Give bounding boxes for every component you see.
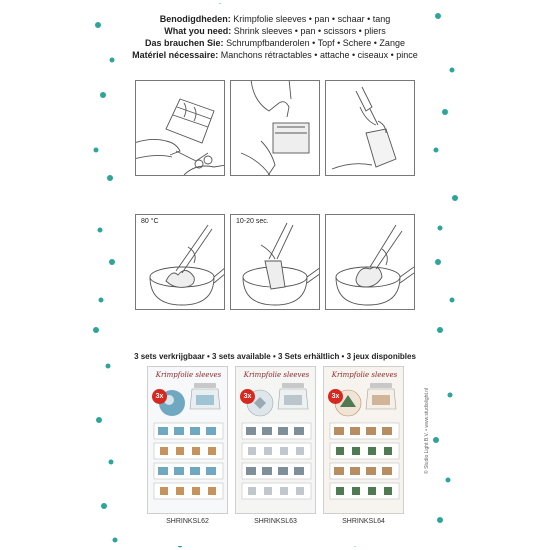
product-card-3 <box>323 366 404 514</box>
step-label: 10-20 sec. <box>236 218 269 225</box>
materials-list <box>120 13 430 61</box>
materials-label: Benodigdheden: <box>159 14 231 24</box>
product-sku-3: SHRINKSL64 <box>342 518 385 525</box>
step-panel-2 <box>230 80 320 176</box>
product-badge: 3x <box>152 389 167 404</box>
lifting-jar-from-pan-illustration <box>326 215 415 310</box>
materials-line-nl <box>120 13 430 25</box>
materials-line-en <box>120 25 430 37</box>
product-badge: 3x <box>240 389 255 404</box>
materials-items: Manchons rétractables • attache • ciseaux • pince <box>220 50 418 60</box>
materials-label: Das brauchen Sie: <box>145 38 224 48</box>
product-title: Krimpfolie sleeves <box>155 371 222 379</box>
step-panel-1 <box>135 80 225 176</box>
step-panel-4 <box>135 214 225 310</box>
materials-items: Shrink sleeves • pan • scissors • pliers <box>233 26 386 36</box>
jar-in-hot-water-illustration <box>231 215 320 310</box>
product-card-1 <box>147 366 228 514</box>
hands-measuring-sleeve-illustration <box>136 81 225 176</box>
product-title: Krimpfolie sleeves <box>243 371 310 379</box>
pliers-holding-jar-illustration <box>326 81 415 176</box>
product-sku-1: SHRINKSL62 <box>166 518 209 525</box>
step-panel-5 <box>230 214 320 310</box>
materials-items: Schrumpfbanderolen • Topf • Schere • Zange <box>226 38 405 48</box>
materials-line-de <box>120 37 430 49</box>
product-badge: 3x <box>328 389 343 404</box>
product-card-2 <box>235 366 316 514</box>
dipping-jar-in-pan-illustration <box>136 215 225 310</box>
materials-items: Krimpfolie sleeves • pan • schaar • tang <box>233 14 391 24</box>
availability-note: 3 sets verkrijgbaar • 3 sets available • 3 Sets erhältlich • 3 jeux disponibles <box>134 352 416 361</box>
instruction-card <box>120 4 430 546</box>
product-sku-2: SHRINKSL63 <box>254 518 297 525</box>
step-label: 80 °C <box>141 218 159 225</box>
materials-line-fr <box>120 49 430 61</box>
step-panel-6 <box>325 214 415 310</box>
materials-label: Matériel nécessaire: <box>132 50 219 60</box>
step-panel-3 <box>325 80 415 176</box>
materials-label: What you need: <box>164 26 232 36</box>
copyright-note: © Studio Light B.V. • www.studiolight.nl <box>424 387 430 474</box>
hands-placing-sleeve-illustration <box>231 81 320 176</box>
product-title: Krimpfolie sleeves <box>331 371 398 379</box>
